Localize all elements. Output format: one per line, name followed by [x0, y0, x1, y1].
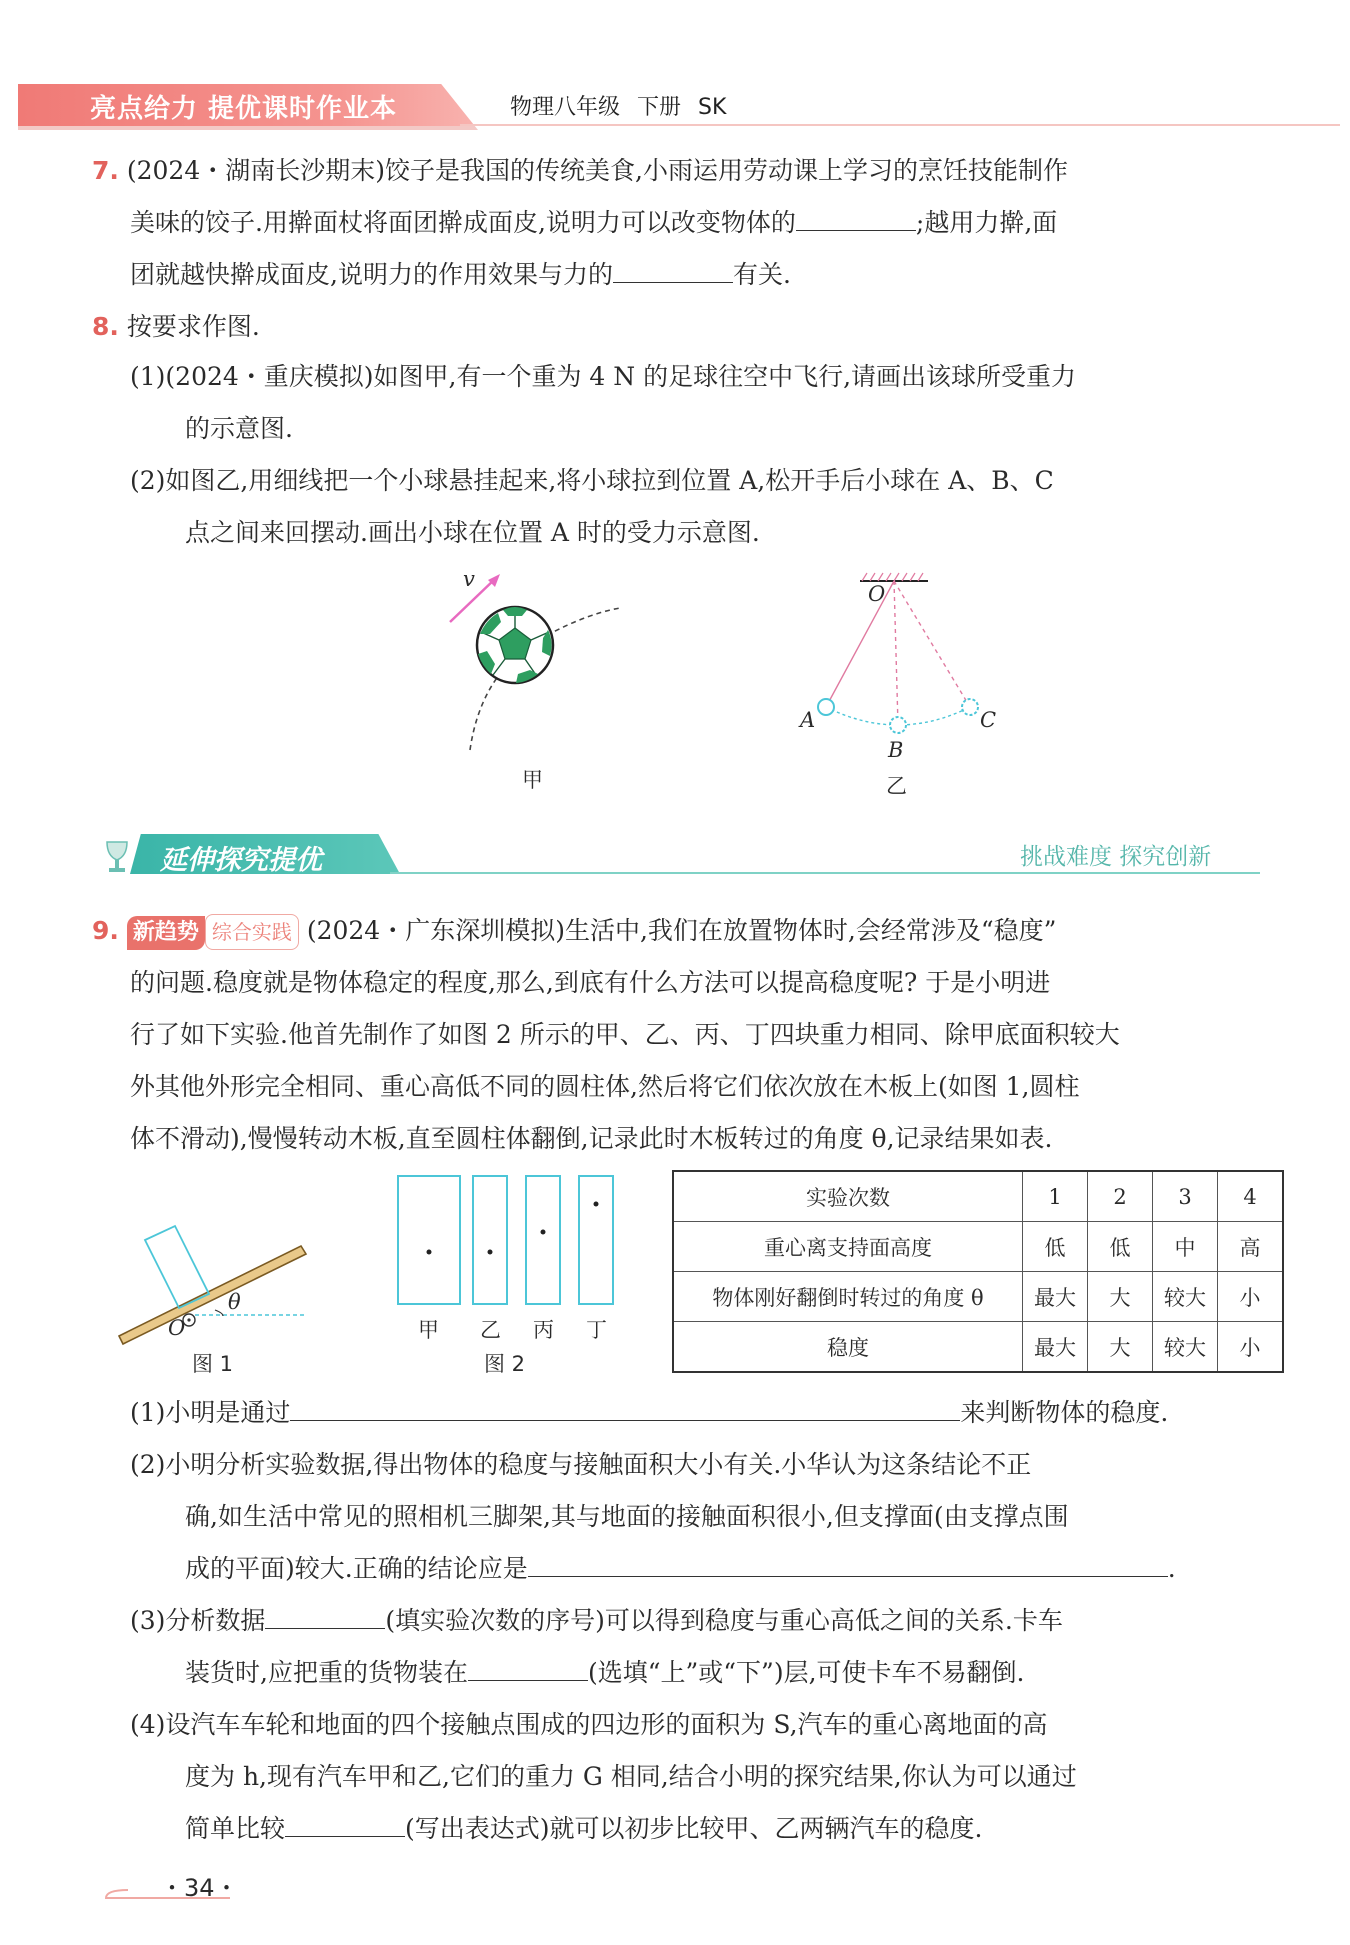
table-cell: 1 — [1023, 1171, 1088, 1222]
figure-jia-label: 甲 — [522, 768, 543, 792]
cylinder-ding — [579, 1176, 613, 1304]
q9-part3-line1: (3)分析数据 (填实验次数的序号)可以得到稳度与重心高低之间的关系.卡车 — [130, 1606, 1063, 1635]
q8-part2-line1: (2)如图乙,用细线把一个小球悬挂起来,将小球拉到位置 A,松开手后小球在 A、B、C — [130, 466, 1054, 495]
q8-part1-line2: 的示意图. — [185, 414, 293, 443]
figure-yi-label: 乙 — [886, 774, 907, 798]
point-c-label: C — [980, 708, 997, 732]
q7-line3: 团就越快擀成面皮,说明力的作用效果与力的 有关. — [130, 260, 791, 289]
q7-line1: 7. (2024・湖南长沙期末)饺子是我国的传统美食,小雨运用劳动课上学习的烹饪技能制作 — [92, 156, 1068, 185]
pivot-label: O — [868, 582, 886, 606]
table-cell: 稳度 — [673, 1322, 1023, 1373]
brand-title: 亮点给力 提优课时作业本 — [90, 94, 398, 124]
cylinder-jia — [398, 1176, 460, 1304]
q9-blank-4[interactable] — [468, 1656, 588, 1681]
q8-number: 8. — [92, 312, 119, 341]
q9-line4: 外其他外形完全相同、重心高低不同的圆柱体,然后将它们依次放在木板上(如图 1,圆柱 — [130, 1072, 1080, 1101]
string-to-c — [894, 581, 970, 707]
table-cell: 小 — [1218, 1272, 1284, 1322]
string-to-b — [894, 581, 898, 725]
table-cell: 小 — [1218, 1322, 1284, 1373]
q7-blank-1[interactable] — [796, 206, 916, 231]
ball-c — [962, 699, 978, 715]
fig2-label-jia: 甲 — [418, 1318, 439, 1342]
table-row — [673, 1322, 1283, 1373]
section-divider — [390, 872, 1260, 874]
table-cell: 低 — [1088, 1222, 1153, 1272]
fig1-theta-label: θ — [228, 1290, 241, 1314]
q9-part2-line1: (2)小明分析实验数据,得出物体的稳度与接触面积大小有关.小华认为这条结论不正 — [130, 1450, 1032, 1479]
figure-1-caption: 图 1 — [192, 1352, 234, 1376]
table-cell: 2 — [1088, 1171, 1153, 1222]
table-cell: 最大 — [1023, 1322, 1088, 1373]
q9-part3-line2: 装货时,应把重的货物装在 (选填“上”或“下”)层,可使卡车不易翻倒. — [185, 1658, 1025, 1687]
page-number: ・34・ — [160, 1874, 239, 1902]
figure-2-cylinders — [390, 1172, 620, 1322]
q9-blank-2[interactable] — [528, 1552, 1168, 1577]
table-cell: 较大 — [1153, 1272, 1218, 1322]
q9-part4-line1: (4)设汽车车轮和地面的四个接触点围成的四边形的面积为 S,汽车的重心离地面的高 — [130, 1710, 1048, 1739]
ball-a — [818, 699, 834, 715]
table-row — [673, 1272, 1283, 1322]
figure-1-board — [115, 1220, 315, 1350]
q9-line1: 9. 新趋势 综合实践 (2024・广东深圳模拟)生活中,我们在放置物体时,会经常涉及“稳度” — [92, 914, 1056, 950]
fig2-label-yi: 乙 — [480, 1318, 501, 1342]
q7-line2: 美味的饺子.用擀面杖将面团擀成面皮,说明力可以改变物体的 ;越用力擀,面 — [130, 208, 1058, 237]
table-cell: 重心离支持面高度 — [673, 1222, 1023, 1272]
table-cell: 中 — [1153, 1222, 1218, 1272]
q9-part1: (1)小明是通过 来判断物体的稳度. — [130, 1398, 1169, 1427]
q9-part2-line3: 成的平面)较大.正确的结论应是 . — [185, 1554, 1176, 1583]
table-row — [673, 1222, 1283, 1272]
cylinder-yi — [473, 1176, 507, 1304]
q8-part1-line1: (1)(2024・重庆模拟)如图甲,有一个重为 4 N 的足球往空中飞行,请画出该球所受重力 — [130, 362, 1077, 391]
table-cell: 较大 — [1153, 1322, 1218, 1373]
ceiling-hatch — [862, 573, 923, 581]
q9-blank-1[interactable] — [290, 1396, 960, 1421]
table-cell: 最大 — [1023, 1272, 1088, 1322]
fig2-label-ding: 丁 — [586, 1318, 607, 1342]
subject-label: 物理八年级 下册 SK — [510, 95, 727, 120]
q9-number: 9. — [92, 916, 119, 945]
table-cell: 高 — [1218, 1222, 1284, 1272]
table-cell: 4 — [1218, 1171, 1284, 1222]
q9-line5: 体不滑动),慢慢转动木板,直至圆柱体翻倒,记录此时木板转过的角度 θ,记录结果如表. — [130, 1124, 1053, 1153]
ball-b — [890, 717, 906, 733]
fig2-label-bing: 丙 — [533, 1318, 554, 1342]
table-cell: 物体刚好翻倒时转过的角度 θ — [673, 1272, 1023, 1322]
q9-part4-line3: 简单比较 (写出表达式)就可以初步比较甲、乙两辆汽车的稳度. — [185, 1814, 983, 1843]
q7-blank-2[interactable] — [613, 258, 733, 283]
point-b-label: B — [888, 738, 904, 762]
cylinder-bing — [526, 1176, 560, 1304]
wooden-board — [119, 1246, 306, 1344]
badge-practice: 综合实践 — [205, 914, 299, 950]
trophy-icon — [102, 838, 132, 876]
table-row — [673, 1171, 1283, 1222]
table-cell: 实验次数 — [673, 1171, 1023, 1222]
experiment-table — [672, 1170, 1284, 1373]
q9-blank-5[interactable] — [285, 1812, 405, 1837]
q8-title: 8. 按要求作图. — [92, 312, 260, 341]
q8-part2-line2: 点之间来回摆动.画出小球在位置 A 时的受力示意图. — [185, 518, 760, 547]
fig1-o-label: O — [168, 1316, 186, 1340]
table-cell: 大 — [1088, 1322, 1153, 1373]
q9-part4-line2: 度为 h,现有汽车甲和乙,它们的重力 G 相同,结合小明的探究结果,你认为可以通过 — [185, 1762, 1077, 1791]
badge-new-trend: 新趋势 — [127, 916, 205, 950]
table-cell: 3 — [1153, 1171, 1218, 1222]
figure-2-caption: 图 2 — [484, 1352, 526, 1376]
figure-pendulum — [780, 565, 1020, 765]
q9-part2-line2: 确,如生活中常见的照相机三脚架,其与地面的接触面积很小,但支撑面(由支撑点围 — [185, 1502, 1069, 1531]
header-divider — [460, 124, 1340, 126]
table-cell: 低 — [1023, 1222, 1088, 1272]
section-title: 延伸探究提优 — [160, 845, 322, 876]
q9-line2: 的问题.稳度就是物体稳定的程度,那么,到底有什么方法可以提高稳度呢? 于是小明进 — [130, 968, 1051, 997]
velocity-label: v — [463, 567, 475, 591]
section-subtitle: 挑战难度 探究创新 — [1020, 844, 1212, 870]
q7-number: 7. — [92, 156, 119, 185]
q9-blank-3[interactable] — [265, 1604, 385, 1629]
point-a-label: A — [800, 708, 816, 732]
q9-line3: 行了如下实验.他首先制作了如图 2 所示的甲、乙、丙、丁四块重力相同、除甲底面积较大 — [130, 1020, 1120, 1049]
table-cell: 大 — [1088, 1272, 1153, 1322]
